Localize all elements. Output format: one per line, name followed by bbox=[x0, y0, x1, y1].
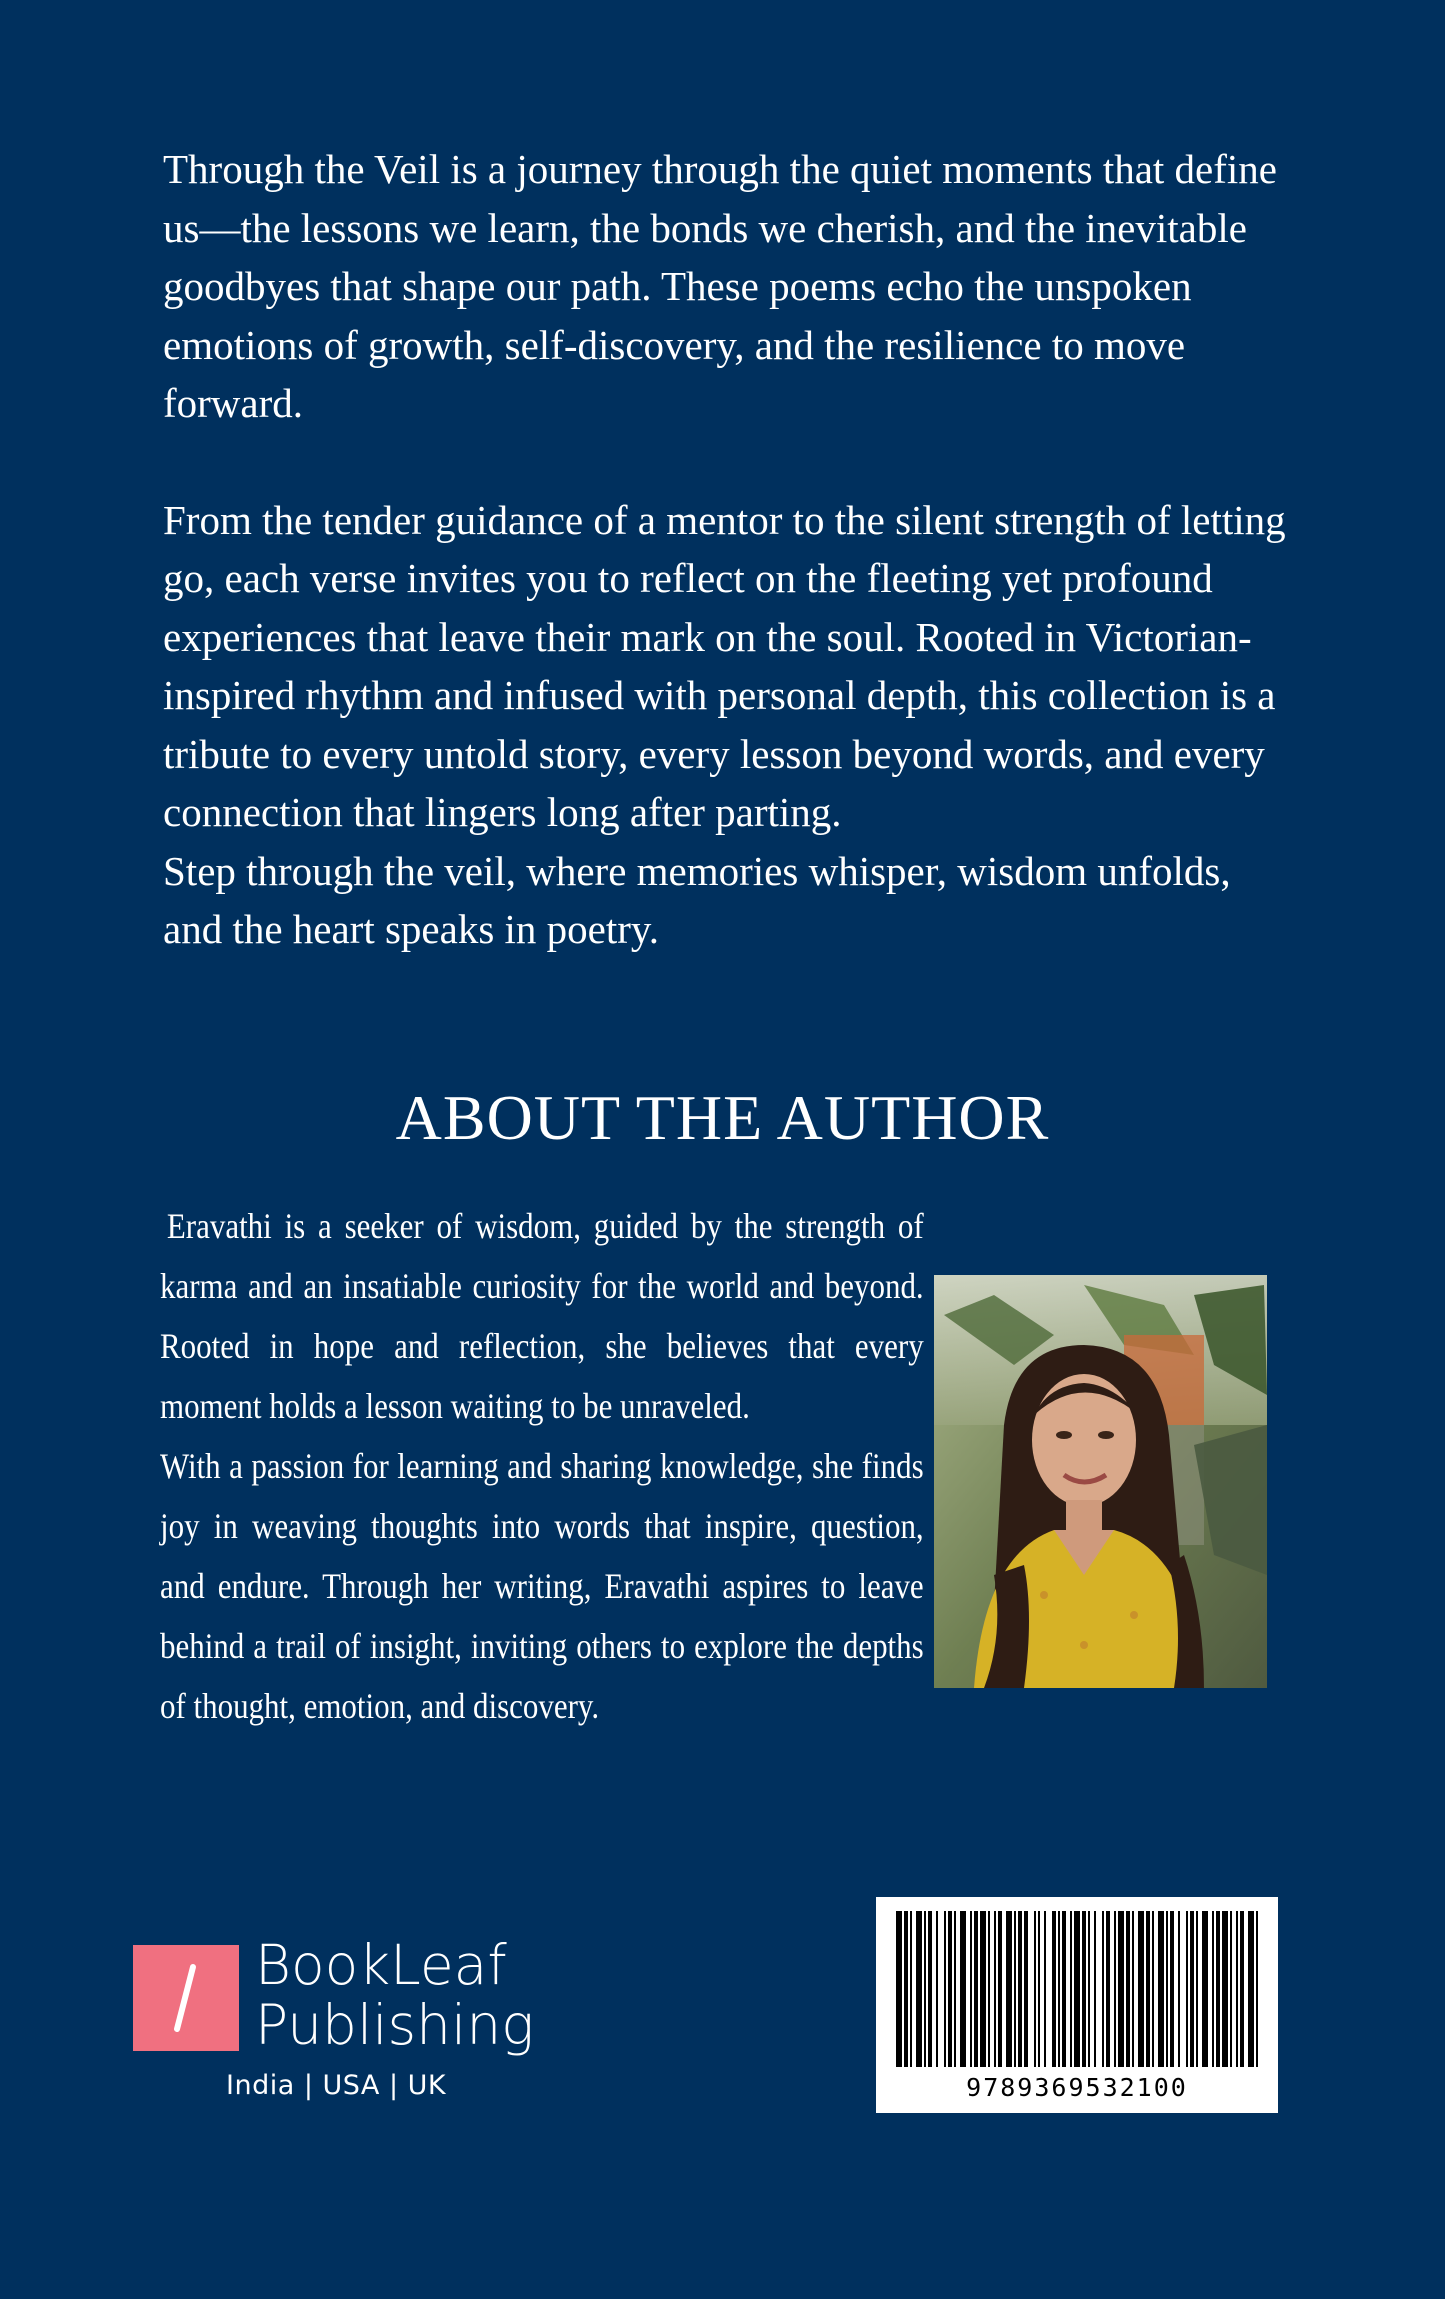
publisher-logo-mark bbox=[133, 1945, 239, 2051]
author-bio bbox=[160, 1196, 924, 1736]
barcode-bar bbox=[1058, 1911, 1060, 2067]
barcode-bar bbox=[1186, 1911, 1188, 2067]
barcode-bar bbox=[1170, 1911, 1174, 2067]
bio-paragraph: Eravathi is a seeker of wisdom, guided by the strength of karma and an insatiable curiosity for the world and beyond. Rooted in hope and reflection, she believes that every moment holds a lesson waiting to be unraveled. bbox=[160, 1206, 924, 1426]
barcode-bar bbox=[916, 1911, 922, 2067]
barcode-bar bbox=[1152, 1911, 1154, 2067]
bio-paragraph: With a passion for learning and sharing knowledge, she finds joy in weaving thoughts into words that inspire, question, and endure. Through her writing, Eravathi aspires to leave behind a trail of insight, inviting others to explore the depths of thought, emotion, and discovery. bbox=[160, 1446, 924, 1726]
isbn-number: 9789369532100 bbox=[966, 2073, 1188, 2102]
barcode-bar bbox=[1038, 1911, 1040, 2067]
barcode-bar bbox=[1236, 1911, 1238, 2067]
barcode-bar bbox=[1126, 1911, 1130, 2067]
back-cover-blurb bbox=[163, 140, 1293, 959]
barcode-bar bbox=[896, 1911, 902, 2067]
barcode-bar bbox=[1212, 1911, 1214, 2067]
about-author-title: ABOUT THE AUTHOR bbox=[395, 1082, 1050, 1153]
barcode-bar bbox=[960, 1911, 966, 2067]
barcode-bar bbox=[1106, 1911, 1110, 2067]
publisher-regions: India | USA | UK bbox=[226, 2070, 447, 2101]
barcode-bar bbox=[974, 1911, 978, 2067]
barcode-bar bbox=[1132, 1911, 1134, 2067]
barcode-bar bbox=[1256, 1911, 1258, 2067]
barcode-bar bbox=[1102, 1911, 1104, 2067]
barcode-bar bbox=[924, 1911, 926, 2067]
publisher-name-line: Publishing bbox=[255, 1993, 535, 2057]
barcode-bar bbox=[1166, 1911, 1168, 2067]
barcode-bar bbox=[1178, 1911, 1180, 2067]
barcode-bar bbox=[1222, 1911, 1228, 2067]
barcode-bar bbox=[1006, 1911, 1012, 2067]
blurb-paragraph: From the tender guidance of a mentor to the silent strength of letting go, each verse invites you to reflect on the fleeting yet profound experiences that leave their mark on the soul. Rooted in Victorian-inspired rhythm and infused with personal depth, this collection is a tribute to every untold story, every lesson beyond words, and every connection that lingers long after parting. bbox=[163, 496, 1286, 835]
barcode-bar bbox=[1138, 1911, 1144, 2067]
barcode-bar bbox=[1240, 1911, 1244, 2067]
barcode-bar bbox=[1146, 1911, 1150, 2067]
barcode-bar bbox=[1158, 1911, 1164, 2067]
isbn-barcode bbox=[876, 1897, 1278, 2113]
barcode-bar bbox=[1082, 1911, 1086, 2067]
publisher-name bbox=[255, 1935, 534, 2055]
slash-icon bbox=[133, 1945, 239, 2051]
barcode-bar bbox=[904, 1911, 908, 2067]
blurb-paragraph: Step through the veil, where memories whisper, wisdom unfolds, and the heart speaks in poetry. bbox=[163, 847, 1231, 952]
barcode-bar bbox=[1024, 1911, 1028, 2067]
barcode-bar bbox=[994, 1911, 996, 2067]
barcode-bar bbox=[1074, 1911, 1080, 2067]
barcode-bar bbox=[928, 1911, 932, 2067]
barcode-bar bbox=[988, 1911, 990, 2067]
barcode-bar bbox=[970, 1911, 972, 2067]
barcode-bar bbox=[1052, 1911, 1056, 2067]
barcode-bar bbox=[954, 1911, 956, 2067]
barcode-bar bbox=[1014, 1911, 1016, 2067]
barcode-bar bbox=[1202, 1911, 1208, 2067]
barcode-bar bbox=[1062, 1911, 1066, 2067]
barcode-bar bbox=[1044, 1911, 1046, 2067]
barcode-bar bbox=[1034, 1911, 1036, 2067]
barcode-bar bbox=[1070, 1911, 1072, 2067]
barcode-bar bbox=[944, 1911, 946, 2067]
author-portrait-illustration bbox=[934, 1275, 1267, 1688]
publisher-name-line: BookLeaf bbox=[255, 1933, 507, 1997]
barcode-bar bbox=[948, 1911, 952, 2067]
barcode-bar bbox=[1230, 1911, 1232, 2067]
barcode-bar bbox=[1088, 1911, 1090, 2067]
author-photo bbox=[934, 1275, 1267, 1688]
barcode-bar bbox=[1018, 1911, 1022, 2067]
barcode-bar bbox=[1216, 1911, 1220, 2067]
barcode-bar bbox=[980, 1911, 986, 2067]
blurb-paragraph: Through the Veil is a journey through the quiet moments that define us—the lessons we learn, the bonds we cherish, and the inevitable goodbyes that shape our path. These poems echo the unspoken emotions of growth, self-discovery, and the resilience to move forward. bbox=[163, 146, 1277, 426]
barcode-bar bbox=[936, 1911, 938, 2067]
barcode-bar bbox=[1118, 1911, 1124, 2067]
barcode-bar bbox=[910, 1911, 912, 2067]
barcode-bar bbox=[1196, 1911, 1198, 2067]
barcode-bar bbox=[1114, 1911, 1116, 2067]
barcode-bar bbox=[1190, 1911, 1194, 2067]
barcode-bar bbox=[1094, 1911, 1096, 2067]
barcode-bar bbox=[1248, 1911, 1254, 2067]
barcode-bar bbox=[998, 1911, 1002, 2067]
